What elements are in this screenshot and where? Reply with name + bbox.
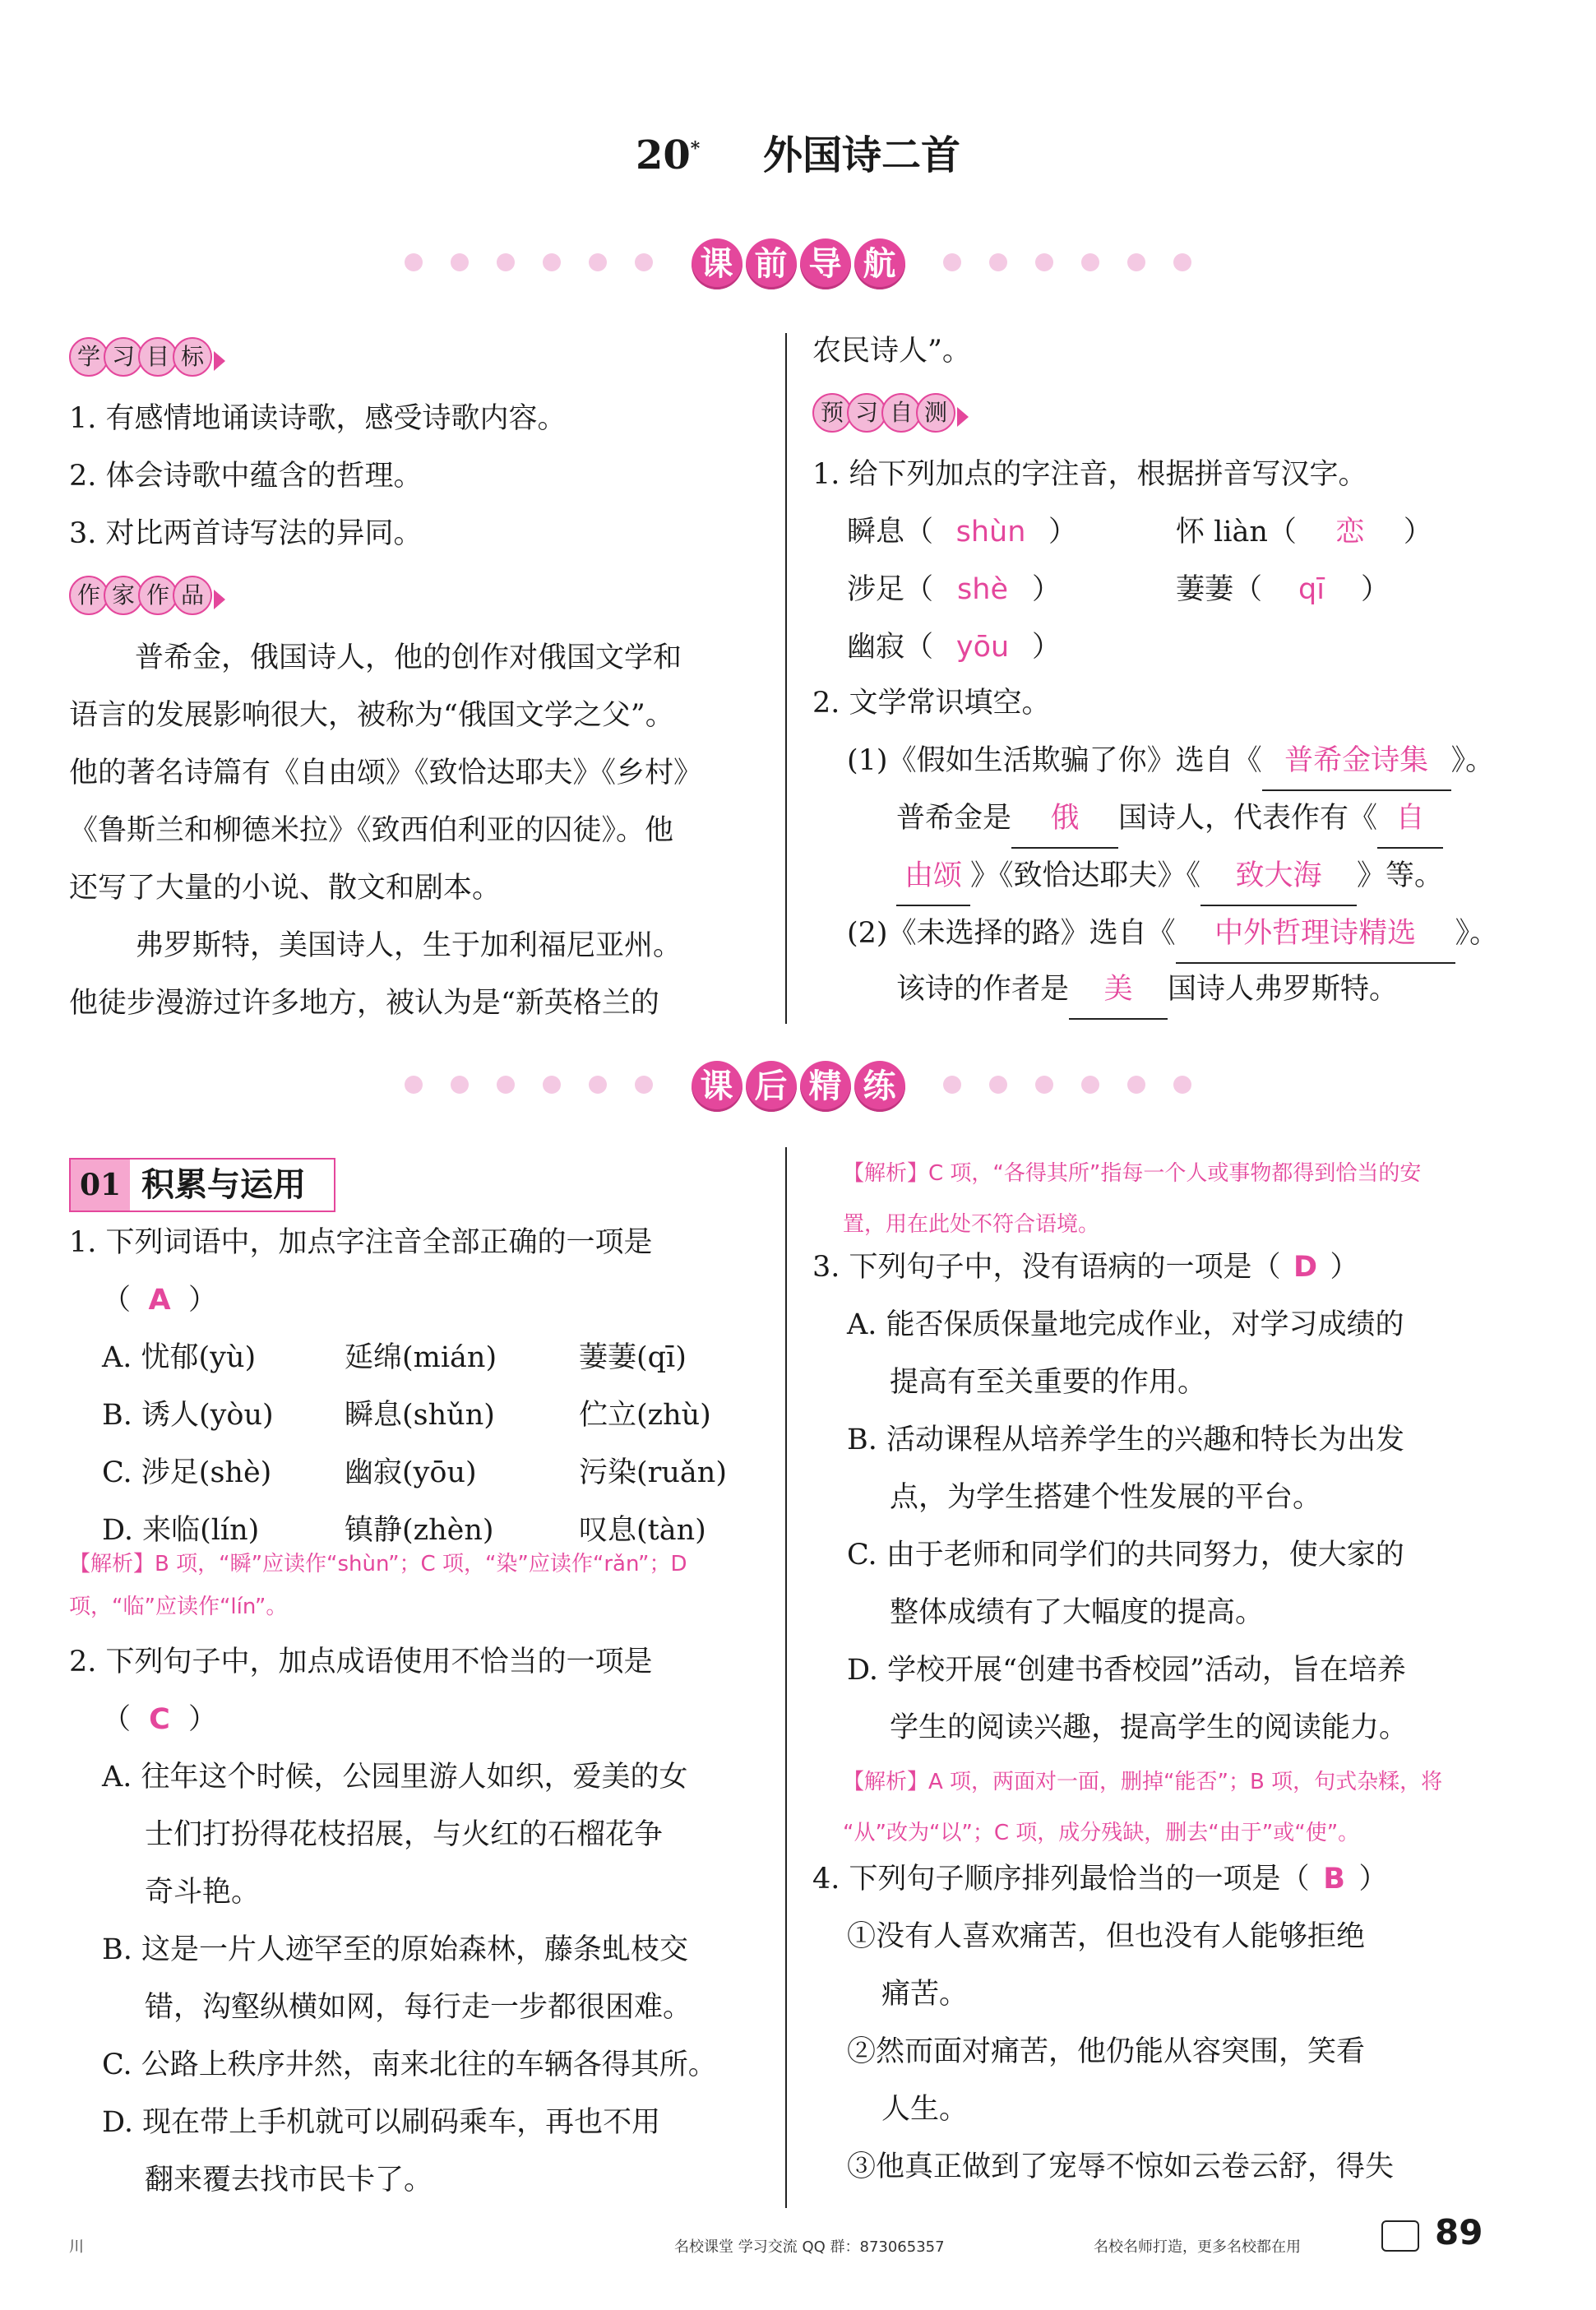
banner-pre-class: 课 前 导 航 [0,238,1596,289]
star-mark: * [690,138,701,160]
question-2: 2. 下列句子中，加点成语使用不恰当的一项是 （ C ） [69,1646,653,1736]
q2-line5: 该诗的作者是 美 国诗人弗罗斯特。 [896,961,1579,1020]
q1-option: A. 忧郁(yù) 延绵(mián) 萋萋(qī) [102,1341,687,1374]
question-1: 1. 下列词语中，加点字注音全部正确的一项是 （ A ） [69,1226,653,1317]
page-number: 89 [1435,2212,1483,2252]
tag-preview-test: 预 习 自 测 [812,393,969,433]
q3-options: A. 能否保质保量地完成作业，对学习成绩的 提高有至关重要的作用。 B. 活动课程从培养学生的兴趣和特长为出发 点，为学生搭建个性发展的平台。 C. 由于老师和同学们的共同努力，使大家的 整体成绩有了大幅度的提高。 D. 学校开展“创建书香校园”活动，旨在培养 学生的阅读兴趣，提高学生的阅读能力。 [847,1308,1409,1744]
pinyin-item: 涉足（ shè ） [847,573,1062,606]
q2-line2: 普希金是 俄 国诗人，代表作有《 自 [896,789,1579,849]
pinyin-item: 怀 liàn（ 恋 ） [1176,516,1432,549]
q1-analysis: 【解析】B 项，“瞬”应读作“shùn”；C 项，“染”应读作“rǎn”；D 项，“临”应读作“lín”。 [69,1552,687,1619]
q1-options [102,1329,776,1559]
q4-lines: ①没有人喜欢痛苦，但也没有人能够拒绝 痛苦。 ②然而面对痛苦，他仍能从容突围，笑看 人生。 ③他真正做到了宠辱不惊如云卷云舒，得失 [847,1920,1395,2183]
column-divider-top [785,333,787,1024]
learning-goals: 1. 有感情地诵读诗歌，感受诗歌内容。 2. 体会诗歌中蕴含的哲理。 3. 对比两首诗写法的异同。 [69,402,567,550]
q2-line4: (2)《未选择的路》选自《 中外哲理诗精选 》。 [847,905,1571,964]
preview-q1: 1. 给下列加点的字注音，根据拼音写汉字。 [812,458,1367,491]
author-continued: 农民诗人”。 [812,335,971,368]
q1-option: D. 来临(lín) 镇静(zhèn) 叹息(tàn) [102,1514,706,1547]
q2-line1: (1)《假如生活欺骗了你》选自《 普希金诗集 》。 [847,732,1571,791]
footer-center: 名校课堂 学习交流 QQ 群：873065357 [674,2238,945,2256]
pinyin-item: 瞬息（ shùn ） [847,516,1078,549]
q2-line3: 由颂 》《致恰达耶夫》《 致大海 》等。 [896,847,1579,906]
q1-option: B. 诱人(yòu) 瞬息(shǔn) 伫立(zhù) [102,1399,711,1432]
tag-learning-goals: 学 习 目 标 [69,337,225,377]
question-3: 3. 下列句子中，没有语病的一项是（ D ） [812,1251,1359,1284]
school-logo-icon [1381,2220,1419,2252]
q2-options: A. 往年这个时候，公园里游人如织，爱美的女 士们打扮得花枝招展，与火红的石榴花争 奇斗艳。 B. 这是一片人迹罕至的原始森林，藤条虬枝交 错，沟壑纵横如网，每行走一步都很困难。 C. 公路上秩序井然，南来北往的车辆各得其所。 D. 现在带上手机就可以刷码乘车，再也不用 翻来覆去找市民卡了。 [102,1761,717,2197]
q1-option: C. 涉足(shè) 幽寂(yōu) 污染(ruǎn) [102,1456,727,1489]
author-paragraphs: 普希金，俄国诗人，他的创作对俄国文学和 语言的发展影响很大，被称为“俄国文学之父”。 他的著名诗篇有《自由颂》《致恰达耶夫》《乡村》 《鲁斯兰和柳德米拉》《致西伯利亚的囚徒》。他 还写了大量的小说、散文和剧本。 弗罗斯特，美国诗人，生于加利福尼亚州。 他徒步漫游过许多地方，被认为是“新英格兰的 [69,641,703,1020]
pinyin-item: 幽寂（ yōu ） [847,631,1062,664]
footer-left: 川 [69,2238,84,2256]
pinyin-item: 萋萋（ qī ） [1176,573,1390,606]
q3-analysis: 【解析】A 项，两面对一面，删掉“能否”；B 项，句式杂糅，将 “从”改为“以”；C 项，成分残缺，删去“由于”或“使”。 [843,1770,1443,1845]
column-divider-bottom [785,1147,787,2208]
lesson-title: 外国诗二首 [763,132,961,178]
page-title [0,123,1596,180]
lesson-number: 20 [635,132,691,178]
footer-right: 名校名师打造，更多名校都在用 [1094,2238,1301,2256]
section-heading: 01 积累与运用 [69,1158,335,1212]
q2-analysis: 【解析】C 项，“各得其所”指每一个人或事物都得到恰当的安 置，用在此处不符合语境。 [843,1161,1422,1237]
banner-post-class: 课 后 精 练 [0,1061,1596,1112]
preview-q2: 2. 文学常识填空。 [812,687,1051,720]
question-4: 4. 下列句子顺序排列最恰当的一项是（ B ） [812,1863,1388,1896]
tag-author-works: 作 家 作 品 [69,576,225,615]
